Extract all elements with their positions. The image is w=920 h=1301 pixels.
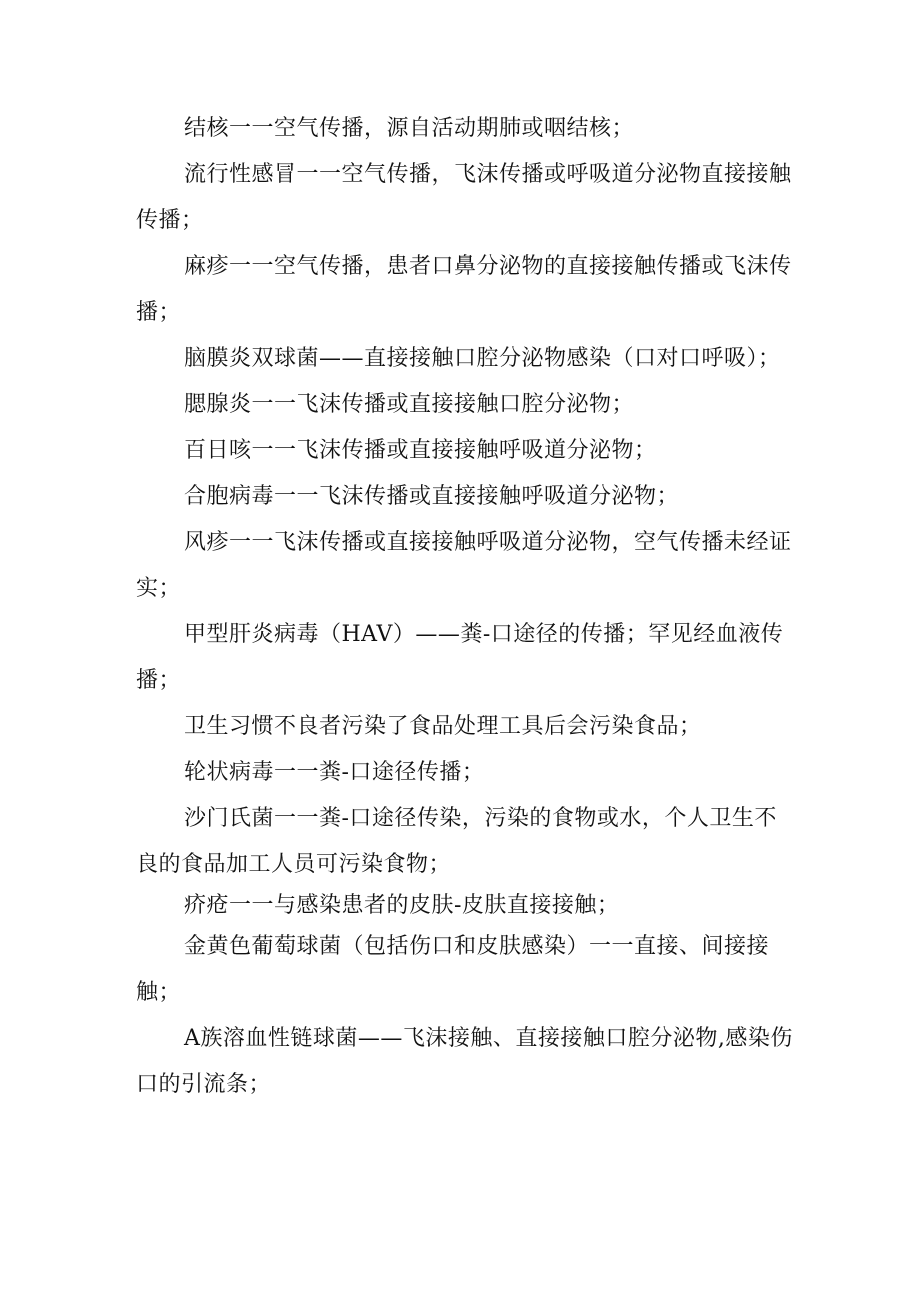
paragraph-rubella: 风疹一一飞沫传播或直接接触呼吸道分泌物，空气传播未经证实；	[136, 530, 792, 601]
paragraph-pertussis: 百日咳一一飞沫传播或直接接触呼吸道分泌物；	[184, 438, 657, 463]
document-body	[136, 106, 796, 1108]
paragraph-scabies: 疥疮一一与感染患者的皮肤-皮肤直接接触；	[184, 893, 620, 918]
paragraph-meningococcus: 脑膜炎双球菌——直接接触口腔分泌物感染（口对口呼吸）；	[184, 346, 781, 371]
paragraph-streptococcus: A族溶血性链球菌——飞沫接触、直接接触口腔分泌物,感染伤口的引流条；	[136, 1026, 793, 1097]
paragraph-food-handling: 卫生习惯不良者污染了食品处理工具后会污染食品；	[184, 714, 702, 739]
paragraph-rotavirus: 轮状病毒一一粪-口途径传播；	[184, 760, 485, 785]
paragraph-salmonella: 沙门氏菌一一粪-口途径传染，污染的食物或水，个人卫生不良的食品加工人员可污染食物；	[136, 806, 777, 877]
paragraph-staphylococcus: 金黄色葡萄球菌（包括伤口和皮肤感染）一一直接、间接接触；	[136, 934, 770, 1005]
paragraph-hepatitis-a: 甲型肝炎病毒（HAV）——粪-口途径的传播；罕见经血液传播；	[136, 622, 784, 693]
paragraph-influenza: 流行性感冒一一空气传播，飞沫传播或呼吸道分泌物直接接触传播；	[136, 162, 792, 233]
paragraph-rsv: 合胞病毒一一飞沫传播或直接接触呼吸道分泌物；	[184, 484, 680, 509]
paragraph-tuberculosis: 结核一一空气传播，源自活动期肺或咽结核；	[184, 116, 635, 141]
paragraph-measles: 麻疹一一空气传播，患者口鼻分泌物的直接接触传播或飞沫传播；	[136, 254, 792, 325]
paragraph-mumps: 腮腺炎一一飞沫传播或直接接触口腔分泌物；	[184, 392, 635, 417]
